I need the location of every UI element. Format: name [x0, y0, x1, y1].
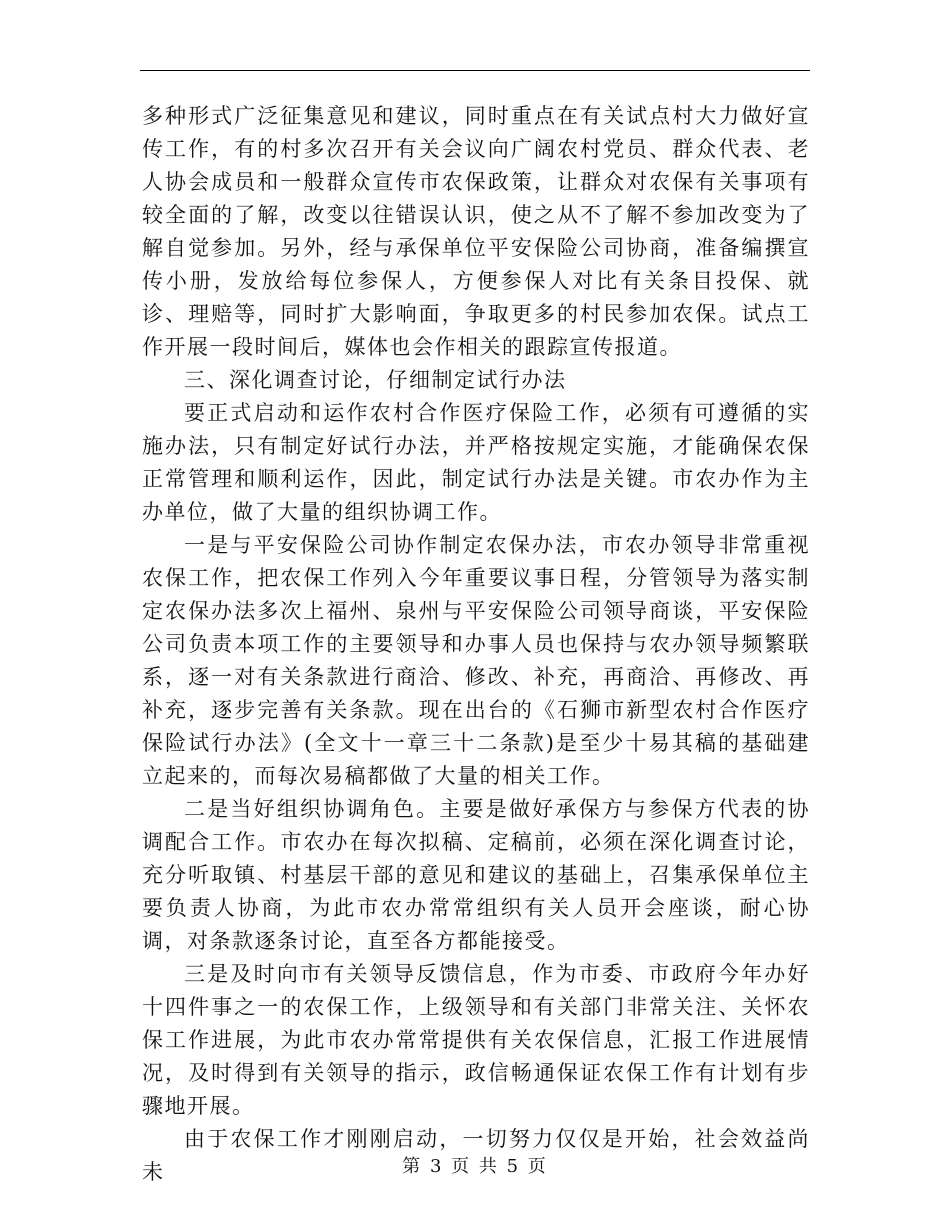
paragraph: 要正式启动和运作农村合作医疗保险工作，必须有可遵循的实施办法，只有制定好试行办法，并严格按规定实施，才能确保农保正常管理和顺利运作，因此，制定试行办法是关键。市农办作为主办单位，做了大量的组织协调工作。 [142, 401, 810, 524]
paragraph: 一是与平安保险公司协作制定农保办法，市农办领导非常重视农保工作，把农保工作列入今年重要议事日程，分管领导为落实制定农保办法多次上福州、泉州与平安保险公司领导商谈，平安保险公司负责本项工作的主要领导和办事人员也保持与农办领导频繁联系，逐一对有关条款进行商洽、修改、补充，再商洽、再修改、再补充，逐步完善有关条款。现在出台的《石狮市新型农村合作医疗保险试行办法》(全文十一章三十二条款)是至少十易其稿的基础建立起来的，而每次易稿都做了大量的相关工作。 [142, 533, 810, 788]
paragraph: 由于农保工作才刚刚启动，一切努力仅仅是开始，社会效益尚未 [142, 1127, 810, 1184]
paragraph: 三是及时向市有关领导反馈信息，作为市委、市政府今年办好十四件事之一的农保工作，上级领导和有关部门非常关注、关怀农保工作进展，为此市农办常常提供有关农保信息，汇报工作进展情况，及时得到有关领导的指示，政信畅通保证农保工作有计划有步骤地开展。 [142, 962, 810, 1118]
paragraph-continued: 多种形式广泛征集意见和建议，同时重点在有关试点村大力做好宣传工作，有的村多次召开有关会议向广阔农村党员、群众代表、老人协会成员和一般群众宣传市农保政策，让群众对农保有关事项有较全面的了解，改变以往错误认识，使之从不了解不参加改变为了解自觉参加。另外，经与承保单位平安保险公司协商，准备编撰宣传小册，发放给每位参保人，方便参保人对比有关条目投保、就诊、理赔等，同时扩大影响面，争取更多的村民参加农保。试点工作开展一段时间后，媒体也会作相关的跟踪宣传报道。 [142, 104, 810, 359]
paragraph: 二是当好组织协调角色。主要是做好承保方与参保方代表的协调配合工作。市农办在每次拟稿、定稿前，必须在深化调查讨论，充分听取镇、村基层干部的意见和建议的基础上，召集承保单位主要负责人协商，为此市农办常常组织有关人员开会座谈，耐心协调，对条款逐条讨论，直至各方都能接受。 [142, 797, 810, 953]
header-rule [140, 70, 810, 71]
document-body [142, 100, 810, 1189]
page-number: 第 3 页 共 5 页 [402, 1156, 548, 1177]
section-heading: 三、深化调查讨论，仔细制定试行办法 [184, 368, 567, 392]
